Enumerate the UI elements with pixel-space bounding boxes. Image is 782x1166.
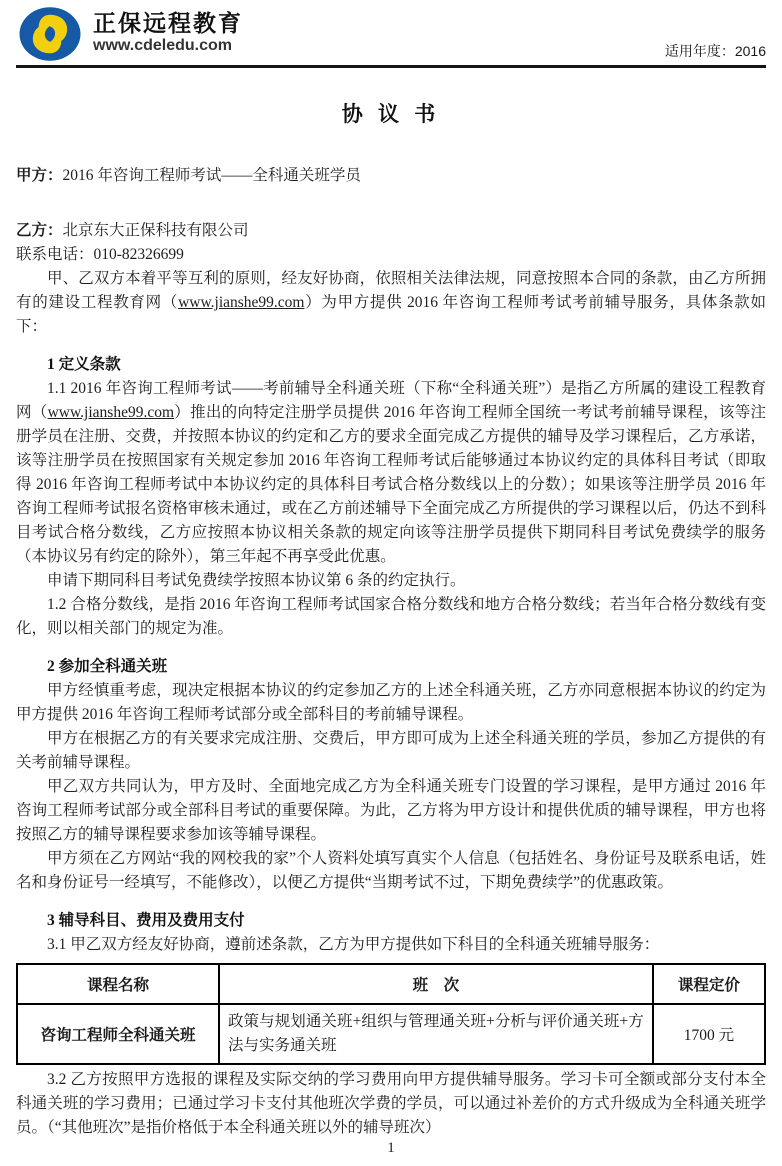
table-row (17, 1004, 765, 1064)
column-header-course-name: 课程名称 (17, 964, 219, 1004)
section-1-renewal-paragraph: 申请下期同科目考试免费续学按照本协议第 6 条的约定执行。 (47, 572, 466, 589)
preamble-text-1: 甲、乙双方本着平等互利的原则，经友好协商，依照相关法律法规，同意按照本合同的条款，由乙方所拥有的建设工程教育网（ (16, 270, 766, 311)
cdeledu-logo-icon (16, 6, 84, 62)
section-2-paragraph-2: 甲方在根据乙方的有关要求完成注册、交费后，甲方即可成为上述全科通关班的学员，参加乙方提供的有关考前辅导课程。 (16, 730, 766, 771)
section-3-paragraph-3-2: 3.2 乙方按照甲方选报的课程及实际交纳的学习费用向甲方提供辅导服务。学习卡可全额或部分支付本全科通关班的学习费用；已通过学习卡支付其他班次学费的学员，可以通过补差价的方式升级成为全科通关班学员。（“其他班次”是指价格低于本全科通关班以外的辅导班次） (16, 1071, 766, 1136)
party-a-value: 2016 年咨询工程师考试——全科通关班学员 (62, 167, 361, 184)
column-header-price: 课程定价 (653, 964, 765, 1004)
page-header (16, 6, 766, 68)
table-header-row (17, 964, 765, 1004)
column-header-class: 班 次 (219, 964, 653, 1004)
preamble-text-2: ）为甲方提供 2016 年咨询工程师考试考前辅导服务，具体条款如下： (16, 294, 766, 335)
brand (16, 6, 243, 62)
section-3-heading: 3 辅导科目、费用及费用支付 (47, 912, 245, 929)
preamble-paragraph (16, 267, 766, 339)
jianshe99-link: www.jianshe99.com (47, 404, 175, 421)
s1-p11-text-1: 1.1 2016 年咨询工程师考试——考前辅导全科通关班（下称“全科通关班”）是指乙方所属的建设工程教育网（ (16, 380, 766, 421)
jianshe99-link: www.jianshe99.com (178, 294, 305, 311)
page-number: 1 (387, 1140, 395, 1156)
section-1-heading: 1 定义条款 (47, 356, 121, 373)
section-1-paragraph-1-2: 1.2 合格分数线，是指 2016 年咨询工程师考试国家合格分数线和地方合格分数线；若当年合格分数线有变化，则以相关部门的规定为准。 (16, 596, 766, 637)
party-b-label: 乙方： (16, 222, 63, 239)
cell-course-name: 咨询工程师全科通关班 (17, 1004, 219, 1064)
phone-label: 联系电话： (16, 246, 94, 263)
section-2-heading: 2 参加全科通关班 (47, 658, 168, 675)
s1-p11-text-2: ）推出的向特定注册学员提供 2016 年咨询工程师全国统一考试考前辅导课程，该等注册学员在注册、交费，并按照本协议的约定和乙方的要求全面完成乙方提供的辅导及学习课程后，乙方承诺，该等注册学员在按照国家有关规定参加 2016 年咨询工程师考试后能够通过本协议约定的具体科目考试（即取得 2016 年咨询工程师考试中本协议约定的具体科目考试合格分数线以上的分数）；如果该等注册学员 2016 年咨询工程师考试报名资格审核未通过，或在乙方前述辅导下全面完成乙方所提供的学习课程以后，仍达不到科目考试合格分数线，乙方应按照本协议相关条款的规定向该等注册学员提供下期同科目考试免费续学的服务（本协议另有约定的除外），第三年起不再享受此优惠。 (16, 404, 766, 565)
cell-class-list: 政策与规划通关班+组织与管理通关班+分析与评价通关班+方法与实务通关班 (219, 1004, 653, 1064)
phone-line (16, 243, 766, 267)
applicable-year: 适用年度：2016 (664, 43, 766, 59)
party-b-line (16, 219, 766, 243)
page-title: 协 议 书 (341, 102, 441, 126)
party-b-value: 北京东大正保科技有限公司 (62, 222, 249, 239)
header-divider (16, 65, 766, 68)
section-2-paragraph-3: 甲乙双方共同认为，甲方及时、全面地完成乙方为全科通关班专门设置的学习课程，是甲方通过 2016 年咨询工程师考试部分或全部科目考试的重要保障。为此，乙方将为甲方设计和提供优质的辅导课程，甲方也将按照乙方的辅导课程要求参加该等辅导课程。 (16, 778, 766, 843)
section-2-paragraph-1: 甲方经慎重考虑，现决定根据本协议的约定参加乙方的上述全科通关班，乙方亦同意根据本协议的约定为甲方提供 2016 年咨询工程师考试部分或全部科目的考前辅导课程。 (16, 682, 766, 723)
phone-value: 010-82326699 (93, 246, 184, 263)
brand-name: 正保远程教育 (93, 10, 243, 37)
brand-url: www.cdeledu.com (93, 36, 232, 54)
section-3-paragraph-3-1: 3.1 甲乙双方经友好协商，遵前述条款，乙方为甲方提供如下科目的全科通关班辅导服务： (47, 936, 660, 953)
party-a-line (16, 164, 766, 188)
section-1-paragraph-1-1 (16, 377, 766, 569)
course-fee-table (16, 963, 766, 1065)
cell-price: 1700 元 (653, 1004, 765, 1064)
section-2-paragraph-4: 甲方须在乙方网站“我的网校我的家”个人资料处填写真实个人信息（包括姓名、身份证号及联系电话，姓名和身份证号一经填写，不能修改），以便乙方提供“当期考试不过，下期免费续学”的优惠政策。 (16, 850, 766, 891)
party-a-label: 甲方： (16, 167, 63, 184)
